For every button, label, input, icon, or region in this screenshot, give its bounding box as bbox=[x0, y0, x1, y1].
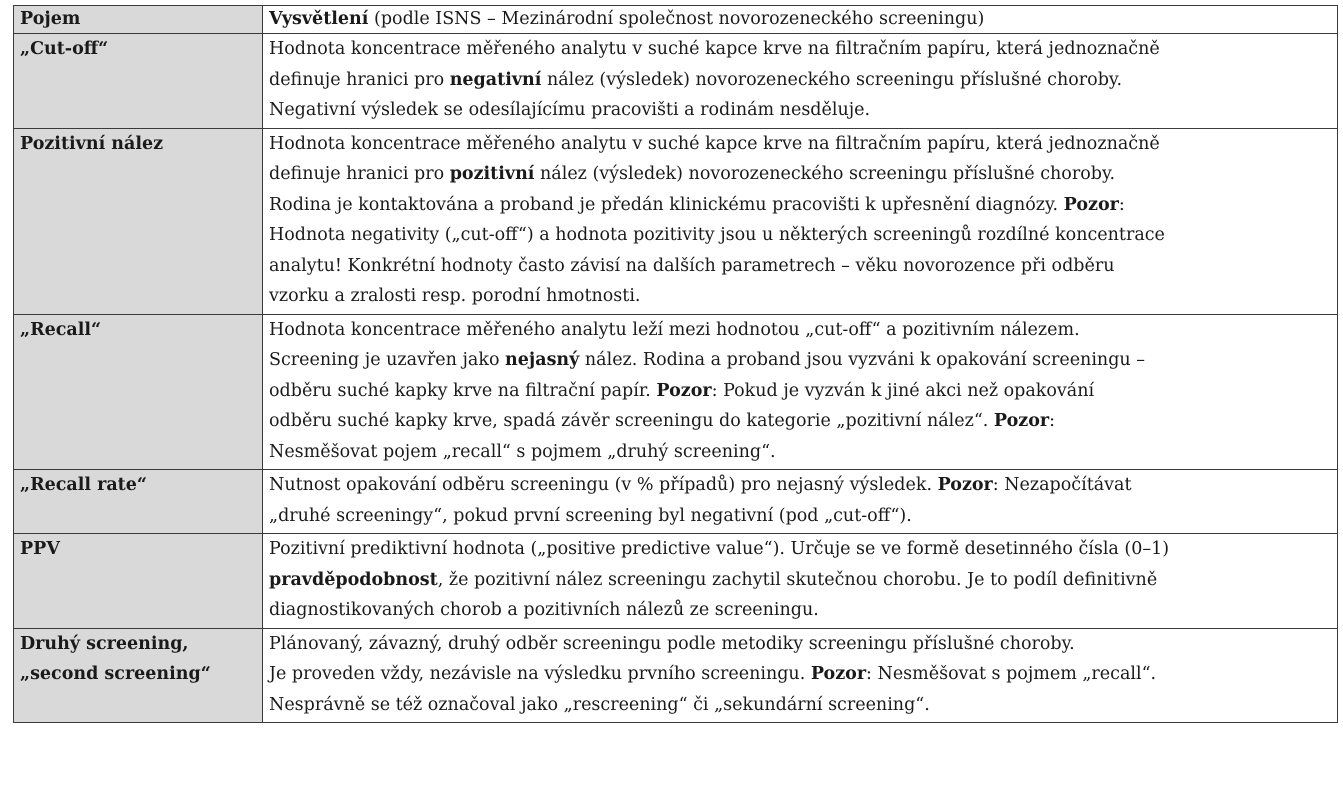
explanation-line bbox=[269, 129, 1331, 160]
explanation-text: : Nezapočítávat bbox=[992, 475, 1132, 495]
explanation-text: odběru suché kapky krve, spadá závěr screeningu do kategorie „pozitivní nález“. bbox=[269, 411, 994, 431]
explanation-line bbox=[269, 690, 1331, 721]
header-term: Pojem bbox=[14, 6, 263, 34]
emphasis-text: Pozor bbox=[937, 475, 993, 495]
emphasis-text: negativní bbox=[449, 69, 542, 90]
explanation-line bbox=[269, 159, 1331, 190]
explanation-line bbox=[269, 376, 1331, 407]
term-text: „Recall rate“ bbox=[20, 475, 147, 495]
definitions-table bbox=[13, 5, 1338, 723]
explanation-line bbox=[269, 437, 1331, 468]
explanation-text: vzorku a zralosti resp. porodní hmotnosti. bbox=[269, 286, 641, 306]
explanation-text: : Pokud je vyzván k jiné akci než opakování bbox=[711, 380, 1095, 401]
explanation-line bbox=[269, 534, 1331, 565]
explanation-text: Nesprávně se též označoval jako „rescreening“ či „sekundární screening“. bbox=[269, 694, 930, 715]
table-row bbox=[14, 128, 1338, 314]
explanation-text: , že pozitivní nález screeningu zachytil skutečnou chorobu. Je to podíl definitivně bbox=[437, 569, 1158, 590]
explanation-text: : bbox=[1049, 411, 1056, 431]
explanation-text: definuje hranici pro bbox=[269, 164, 450, 184]
explanation-line bbox=[269, 470, 1331, 501]
table-row bbox=[14, 534, 1338, 629]
explanation-line bbox=[269, 220, 1331, 251]
explanation-text: Je proveden vždy, nezávisle na výsledku prvního screeningu. bbox=[269, 664, 811, 684]
table-row bbox=[14, 34, 1338, 129]
emphasis-text: pozitivní bbox=[449, 164, 535, 184]
header-explanation bbox=[263, 6, 1338, 34]
explanation-line bbox=[269, 34, 1331, 65]
table-header-row bbox=[14, 6, 1338, 34]
explanation-line bbox=[269, 65, 1331, 96]
term-text: „second screening“ bbox=[20, 663, 211, 684]
explanation-text: Hodnota koncentrace měřeného analytu v suché kapce krve na filtračním papíru, která jednoznačně bbox=[269, 133, 1160, 154]
explanation-cell bbox=[263, 34, 1338, 129]
term-cell bbox=[14, 128, 263, 314]
table-row bbox=[14, 314, 1338, 470]
term-text: „Cut-off“ bbox=[20, 39, 109, 59]
explanation-text: Screening je uzavřen jako bbox=[269, 350, 506, 370]
term-text: PPV bbox=[20, 539, 60, 559]
term-cell bbox=[14, 628, 263, 723]
explanation-text: Nutnost opakování odběru screeningu (v % případů) pro nejasný výsledek. bbox=[269, 475, 938, 495]
emphasis-text: nejasný bbox=[505, 350, 580, 370]
explanation-line bbox=[269, 315, 1331, 346]
table-body bbox=[14, 34, 1338, 723]
explanation-text: definuje hranici pro bbox=[269, 69, 450, 90]
term-cell bbox=[14, 470, 263, 534]
explanation-text: nález. Rodina a proband jsou vyzváni k opakování screeningu – bbox=[579, 350, 1145, 370]
explanation-text: odběru suché kapky krve na filtrační papír. bbox=[269, 380, 657, 401]
explanation-text: Pozitivní prediktivní hodnota („positive predictive value“). Určuje se ve formě desetinného čísla (0–1) bbox=[269, 539, 1170, 559]
header-explanation-rest: (podle ISNS – Mezinárodní společnost novorozeneckého screeningu) bbox=[368, 9, 985, 29]
term-text: „Recall“ bbox=[20, 319, 102, 340]
explanation-cell bbox=[263, 470, 1338, 534]
explanation-cell bbox=[263, 128, 1338, 314]
explanation-line bbox=[269, 565, 1331, 596]
explanation-line bbox=[269, 629, 1331, 660]
explanation-line bbox=[269, 345, 1331, 376]
explanation-text: Hodnota negativity („cut-off“) a hodnota pozitivity jsou u některých screeningů rozdílné koncentrace bbox=[269, 225, 1165, 245]
term-cell bbox=[14, 34, 263, 129]
explanation-text: analytu! Konkrétní hodnoty často závisí na dalších parametrech – věku novorozence při odběru bbox=[269, 255, 1115, 276]
explanation-text: Nesměšovat pojem „recall“ s pojmem „druhý screening“. bbox=[269, 441, 776, 462]
emphasis-text: Pozor bbox=[656, 380, 712, 401]
emphasis-text: pravděpodobnost bbox=[269, 569, 438, 590]
term-text: Druhý screening, bbox=[20, 633, 189, 654]
header-explanation-bold: Vysvětlení bbox=[269, 9, 369, 29]
explanation-text: Rodina je kontaktována a proband je předán klinickému pracovišti k upřesnění diagnózy. bbox=[269, 194, 1064, 215]
explanation-text: Hodnota koncentrace měřeného analytu v suché kapce krve na filtračním papíru, která jednoznačně bbox=[269, 39, 1160, 59]
term-cell bbox=[14, 534, 263, 629]
table-row bbox=[14, 628, 1338, 723]
emphasis-text: Pozor bbox=[1063, 194, 1119, 215]
explanation-line bbox=[269, 251, 1331, 282]
term-text: Pozitivní nález bbox=[20, 133, 164, 154]
explanation-cell bbox=[263, 314, 1338, 470]
explanation-text: diagnostikovaných chorob a pozitivních nálezů ze screeningu. bbox=[269, 600, 819, 620]
explanation-line bbox=[269, 659, 1331, 690]
explanation-text: „druhé screeningy“, pokud první screening byl negativní (pod „cut-off“). bbox=[269, 505, 912, 526]
term-cell bbox=[14, 314, 263, 470]
explanation-line bbox=[269, 95, 1331, 126]
explanation-line bbox=[269, 501, 1331, 532]
explanation-text: : bbox=[1118, 194, 1125, 215]
emphasis-text: Pozor bbox=[810, 664, 867, 684]
explanation-line bbox=[269, 190, 1331, 221]
explanation-text: Plánovaný, závazný, druhý odběr screeningu podle metodiky screeningu příslušné choroby. bbox=[269, 633, 1075, 654]
explanation-text: nález (výsledek) novorozeneckého screeningu příslušné choroby. bbox=[541, 69, 1123, 90]
emphasis-text: Pozor bbox=[993, 411, 1050, 431]
explanation-text: Negativní výsledek se odesílajícímu pracovišti a rodinám nesděluje. bbox=[269, 100, 871, 120]
explanation-text: nález (výsledek) novorozeneckého screeningu příslušné choroby. bbox=[534, 164, 1116, 184]
explanation-line bbox=[269, 281, 1331, 312]
explanation-text: : Nesměšovat s pojmem „recall“. bbox=[866, 664, 1157, 684]
explanation-line bbox=[269, 406, 1331, 437]
explanation-cell bbox=[263, 534, 1338, 629]
explanation-cell bbox=[263, 628, 1338, 723]
explanation-line bbox=[269, 595, 1331, 626]
definitions-table-container bbox=[13, 5, 1337, 723]
table-row bbox=[14, 470, 1338, 534]
explanation-text: Hodnota koncentrace měřeného analytu leží mezi hodnotou „cut-off“ a pozitivním nálezem. bbox=[269, 319, 1080, 340]
